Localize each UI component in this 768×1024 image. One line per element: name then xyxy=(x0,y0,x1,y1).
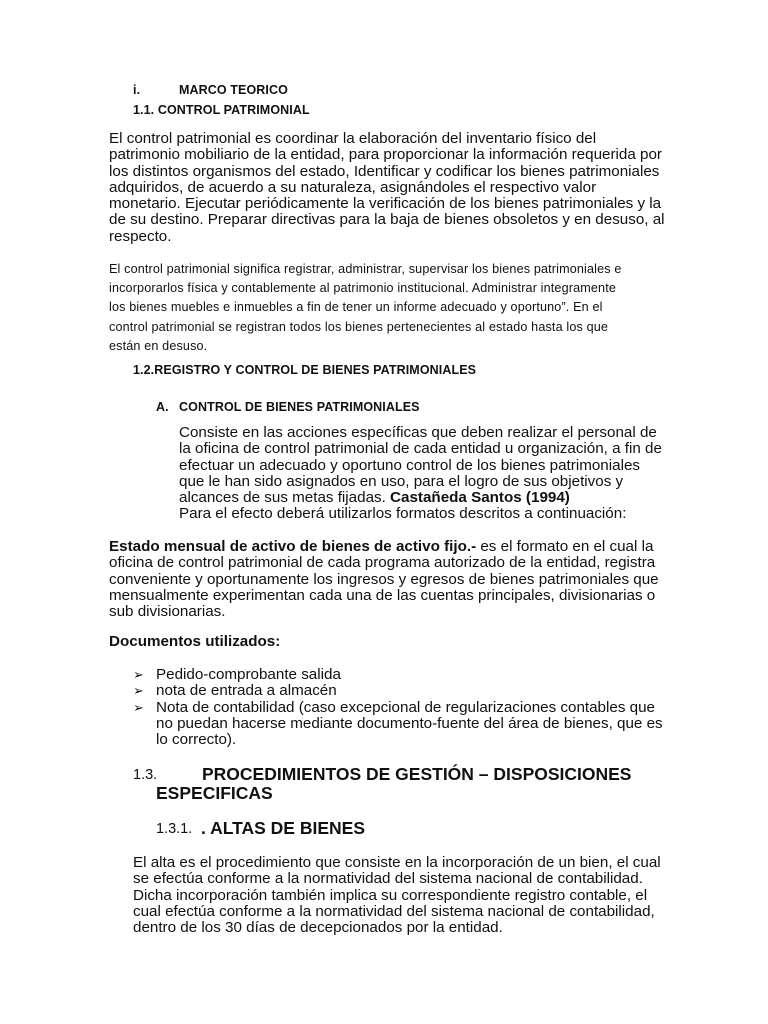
heading-control-patrimonial: 1.1. CONTROL PATRIMONIAL xyxy=(133,103,310,117)
paragraph-estado-mensual xyxy=(109,539,659,620)
paragraph-control-definition xyxy=(109,131,665,245)
text-line: están en desuso. xyxy=(109,338,208,353)
heading-especificas: ESPECIFICAS xyxy=(156,783,273,803)
text-line: la oficina de control patrimonial de cada entidad u organización, a fin de xyxy=(179,440,662,458)
section-number-i: i. xyxy=(133,83,141,97)
list-item-text: no puedan hacerse mediante documento-fuente del área de bienes, que es xyxy=(156,714,663,732)
text-line: adquiridos, de acuerdo a su naturaleza, asignándoles el respectivo valor xyxy=(109,178,597,196)
text-line xyxy=(179,490,662,506)
paragraph-control-bienes xyxy=(179,425,662,523)
text-line: que le han sido asignados en uso, para el logro de sus objetivos y xyxy=(179,472,624,490)
text-line: monetario. Ejecutar periódicamente la verificación de los bienes patrimoniales y la xyxy=(109,195,662,213)
text-line: patrimonio mobiliario de la entidad, para proporcionar la información requerida por xyxy=(109,146,662,164)
text-line xyxy=(109,539,659,555)
citation: Castañeda Santos (1994) xyxy=(390,489,570,507)
term-estado-mensual: Estado mensual de activo de bienes de activo fijo.- xyxy=(109,538,477,555)
section-number-1-3: 1.3. xyxy=(133,767,158,783)
list-item-text: Pedido-comprobante salida xyxy=(156,666,341,683)
list-item xyxy=(133,683,693,699)
list-item xyxy=(133,667,693,683)
list-item-text: lo correcto). xyxy=(156,731,237,749)
text-line: mensualmente experimentan cada una de las cuentas principales, divisionarias o xyxy=(109,586,656,604)
text-line: El control patrimonial significa registrar, administrar, supervisar los bienes patrimoniales e xyxy=(109,262,622,276)
arrow-bullet-icon: ➢ xyxy=(133,683,144,699)
section-number-1-3-1: 1.3.1. xyxy=(156,821,193,837)
list-item-text: nota de entrada a almacén xyxy=(156,682,337,700)
list-item-text: Nota de contabilidad (caso excepcional de regularizaciones contables que xyxy=(156,698,655,716)
heading-documentos: Documentos utilizados: xyxy=(109,633,281,650)
text-line: conveniente y oportunamente los ingresos y egresos de bienes patrimoniales que xyxy=(109,570,659,588)
text-line: El alta es el procedimiento que consiste en la incorporación de un bien, el cual xyxy=(133,854,661,871)
heading-procedimientos: PROCEDIMIENTOS DE GESTIÓN – DISPOSICIONES xyxy=(202,764,632,784)
bullet-list xyxy=(133,667,693,748)
arrow-bullet-icon: ➢ xyxy=(133,667,144,682)
text-line: de su destino. Preparar directivas para la baja de bienes obsoletos y en desuso, al xyxy=(109,211,665,229)
list-item xyxy=(133,700,693,749)
text-line: se efectúa conforme a la normatividad del sistema nacional de contabilidad. xyxy=(133,870,643,888)
heading-control-bienes: CONTROL DE BIENES PATRIMONIALES xyxy=(179,400,420,414)
text-line: cual efectúa conforme a la normatividad del sistema nacional de contabilidad, xyxy=(133,902,655,920)
text-line: respecto. xyxy=(109,227,172,245)
text-line: los distintos organismos del estado, Identificar y codificar los bienes patrimoniales xyxy=(109,162,660,180)
heading-registro-control: 1.2.REGISTRO Y CONTROL DE BIENES PATRIMONIALES xyxy=(133,363,477,377)
text-plain: alcances de sus metas fijadas. xyxy=(179,489,391,507)
text-line: El control patrimonial es coordinar la elaboración del inventario físico del xyxy=(109,130,597,147)
heading-marco-teorico: MARCO TEORICO xyxy=(179,83,288,97)
text-plain: es el formato en el cual la xyxy=(476,538,654,555)
paragraph-altas xyxy=(133,855,661,936)
text-line: Para el efecto deberá utilizarlos formatos descritos a continuación: xyxy=(179,505,627,523)
text-line: efectuar un adecuado y oportuno control de los bienes patrimoniales xyxy=(179,456,640,474)
text-line: incorporarlos física y contablemente al patrimonio institucional. Administrar integramente xyxy=(109,281,616,296)
text-line: sub divisionarias. xyxy=(109,603,226,621)
text-line: oficina de control patrimonial de cada programa autorizado de la entidad, registra xyxy=(109,554,656,572)
text-line: Dicha incorporación también implica su correspondiente registro contable, el xyxy=(133,886,648,904)
text-line: Consiste en las acciones específicas que deben realizar el personal de xyxy=(179,424,657,441)
arrow-bullet-icon: ➢ xyxy=(133,699,144,715)
list-letter-a: A. xyxy=(156,400,169,414)
text-line: los bienes muebles e inmuebles a fin de tener un informe adecuado y oportuno”. En el xyxy=(109,300,603,315)
paragraph-control-meaning xyxy=(109,260,621,356)
heading-altas-bienes: . ALTAS DE BIENES xyxy=(201,818,365,838)
text-line: dentro de los 30 días de decepcionados por la entidad. xyxy=(133,919,503,937)
text-line: control patrimonial se registran todos los bienes pertenecientes al estado hasta los que xyxy=(109,319,609,334)
